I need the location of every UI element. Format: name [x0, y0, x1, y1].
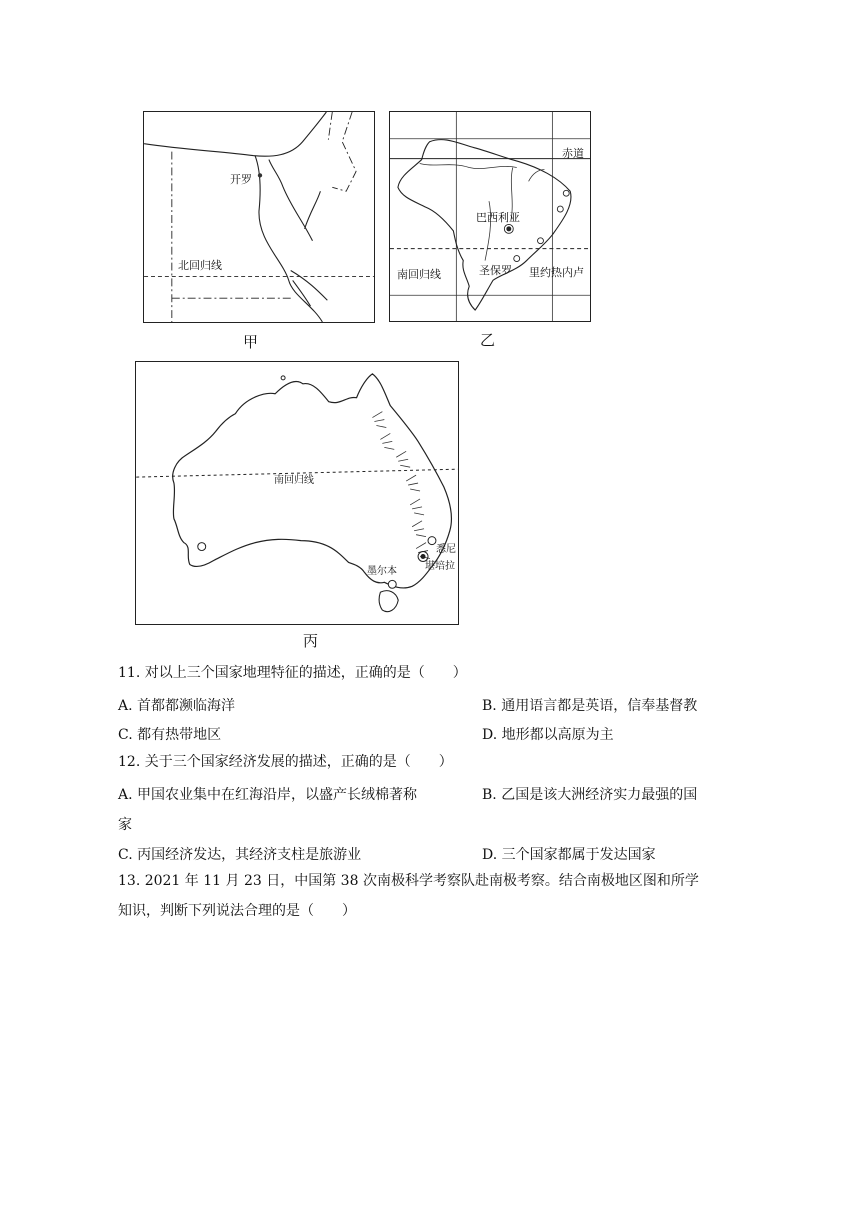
map-jia-caption: 甲: [243, 333, 259, 351]
question-12-stem: 12. 关于三个国家经济发展的描述，正确的是（ ）: [118, 754, 453, 770]
question-13-stem-line2: 知识，判断下列说法合理的是（ ）: [118, 903, 356, 919]
label-canberra: 堪培拉: [425, 561, 455, 572]
label-rio: 里约热内卢: [529, 266, 584, 279]
label-melbourne: 墨尔本: [367, 566, 397, 577]
q11-option-c: C. 都有热带地区: [118, 727, 222, 743]
map-bing: [135, 361, 459, 625]
label-sydney: 悉尼: [436, 544, 456, 555]
q12-option-a-wrap: 家: [118, 817, 132, 833]
q12-option-d: D. 三个国家都属于发达国家: [482, 847, 656, 863]
question-11-stem: 11. 对以上三个国家地理特征的描述，正确的是（ ）: [118, 665, 467, 681]
label-sao-paulo: 圣保罗: [479, 264, 512, 277]
q12-option-b: B. 乙国是该大洲经济实力最强的国: [482, 787, 698, 803]
label-brasilia: 巴西利亚: [476, 211, 520, 224]
map-jia: [143, 111, 375, 323]
q11-option-b: B. 通用语言都是英语，信奉基督教: [482, 698, 698, 714]
label-tropic-south-aus: 南回归线: [274, 475, 314, 486]
label-tropic-north: 北回归线: [178, 259, 222, 272]
label-equator: 赤道: [562, 147, 584, 160]
label-tropic-south: 南回归线: [397, 268, 441, 281]
label-cairo: 开罗: [230, 173, 252, 186]
q11-option-a: A. 首都都濒临海洋: [118, 698, 236, 714]
map-jia-drawing: [144, 112, 374, 322]
q11-option-d: D. 地形都以高原为主: [482, 727, 614, 743]
map-yi: [389, 111, 591, 322]
q12-option-c: C. 丙国经济发达，其经济支柱是旅游业: [118, 847, 362, 863]
q12-option-a: A. 甲国农业集中在红海沿岸，以盛产长绒棉著称: [118, 787, 418, 803]
map-bing-caption: 丙: [303, 632, 319, 650]
question-13-stem: 13. 2021 年 11 月 23 日，中国第 38 次南极科学考察队赴南极考察。结合南极地区图和所学: [118, 873, 699, 889]
map-yi-caption: 乙: [480, 331, 496, 349]
map-bing-drawing: [136, 362, 458, 624]
